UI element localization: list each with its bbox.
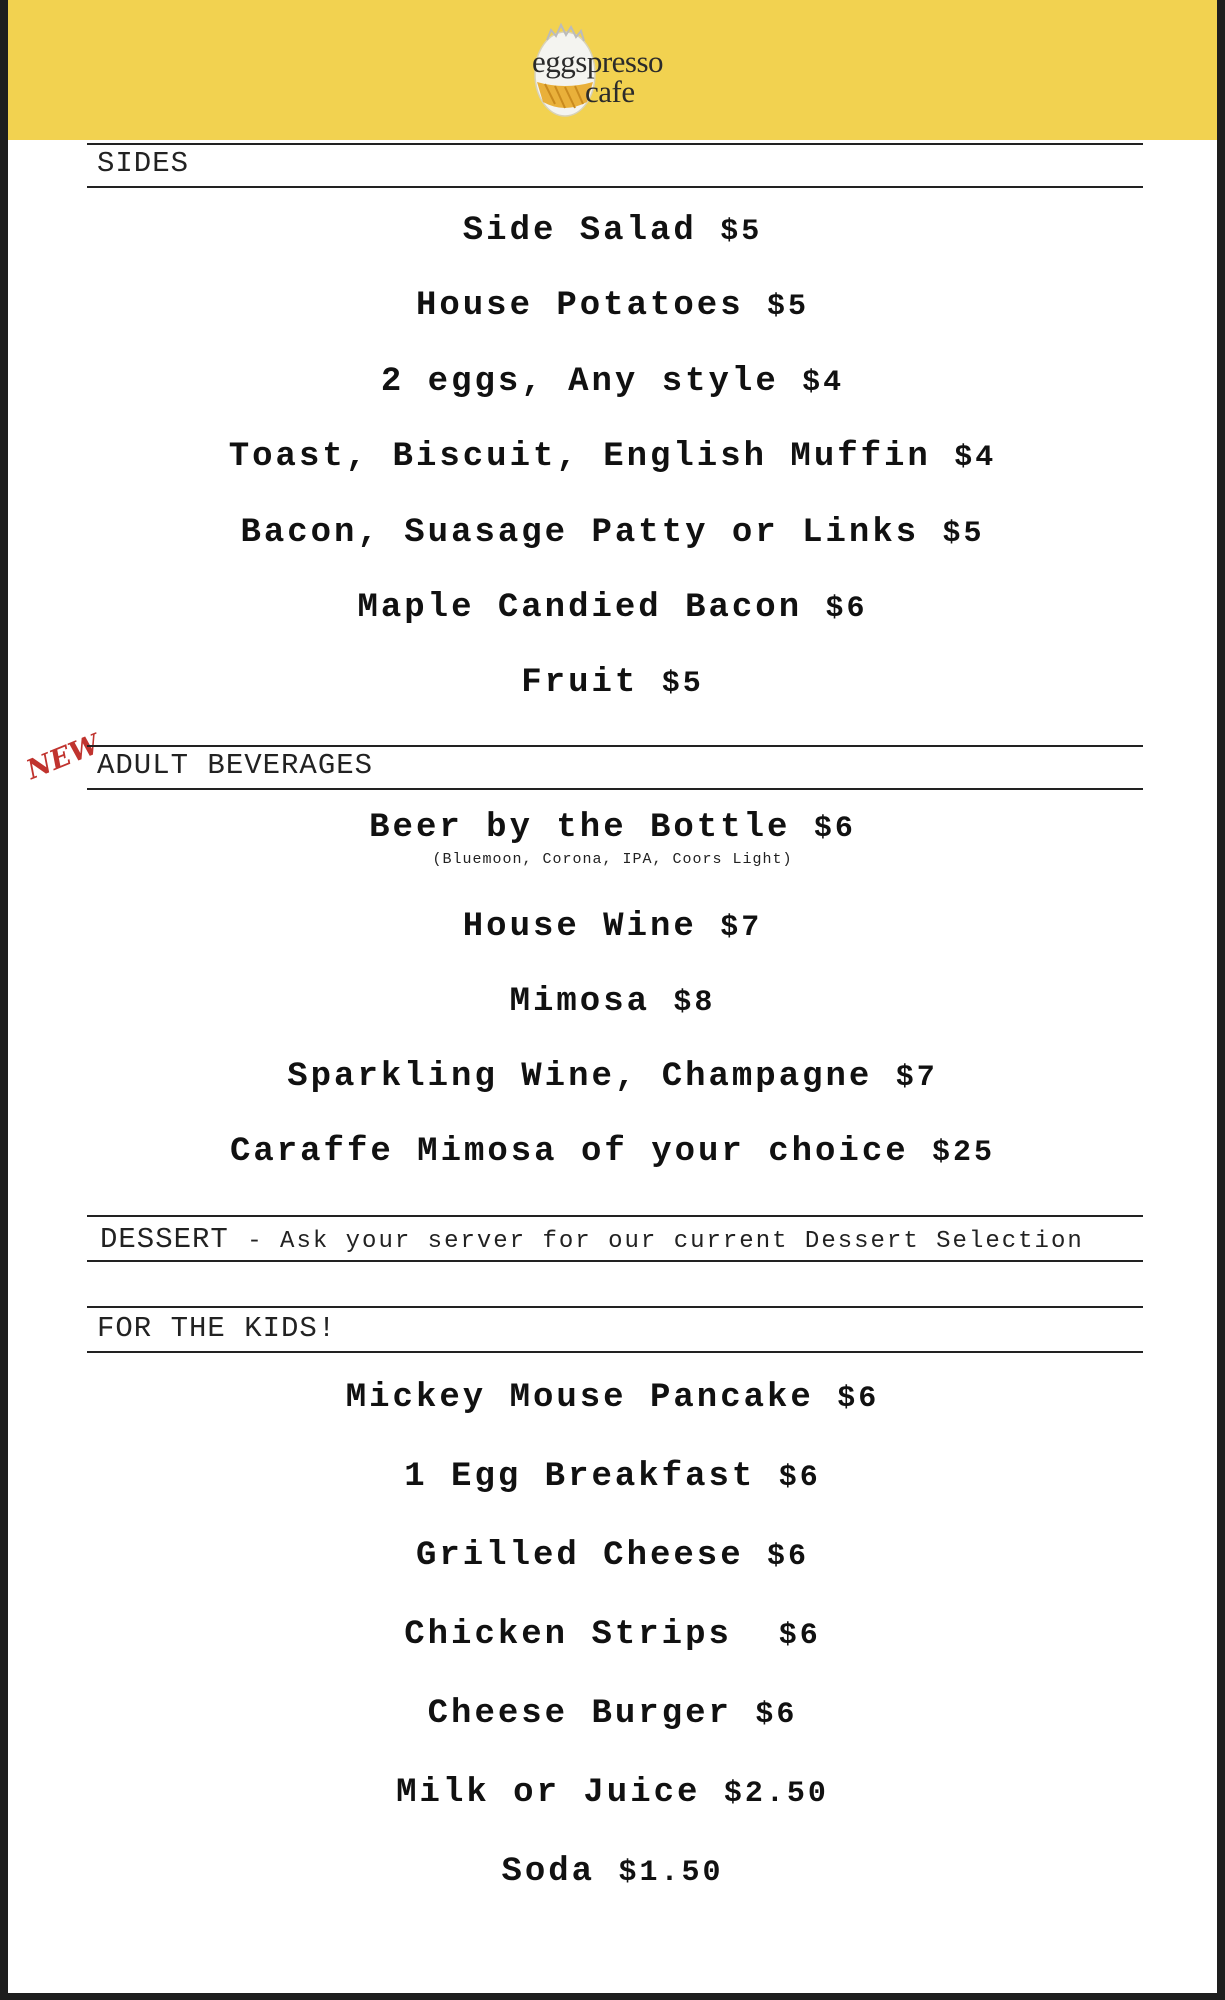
sides-heading: SIDES — [97, 147, 190, 180]
menu-item: 1 Egg Breakfast $6 — [404, 1458, 821, 1496]
adult-rule-bottom — [87, 788, 1143, 790]
menu-item: Toast, Biscuit, English Muffin $4 — [228, 438, 997, 476]
dessert-rule-top — [87, 1215, 1143, 1217]
new-badge: NEW — [22, 728, 105, 786]
menu-item: Sparkling Wine, Champagne $7 — [287, 1058, 938, 1096]
menu-item: Side Salad $5 — [462, 212, 763, 250]
menu-item: Milk or Juice $2.50 — [396, 1774, 829, 1812]
sides-rule-top — [87, 143, 1143, 145]
menu-item: House Wine $7 — [462, 908, 763, 946]
menu-item: Mickey Mouse Pancake $6 — [345, 1379, 880, 1417]
menu-page — [8, 0, 1217, 1993]
menu-item: Fruit $5 — [521, 664, 704, 702]
menu-item: Cheese Burger $6 — [427, 1695, 798, 1733]
sides-rule-bottom — [87, 186, 1143, 188]
logo-name: eggspresso — [532, 44, 664, 79]
cafe-logo — [525, 16, 715, 122]
kids-rule-bottom — [87, 1351, 1143, 1353]
menu-item: 2 eggs, Any style $4 — [380, 363, 845, 401]
dessert-heading: DESSERT - Ask your server for our current Dessert Selection — [100, 1223, 1084, 1256]
menu-item: Caraffe Mimosa of your choice $25 — [229, 1133, 996, 1171]
menu-item: Soda $1.50 — [501, 1853, 724, 1891]
header-banner — [8, 0, 1217, 140]
adult-beverages-heading: ADULT BEVERAGES — [97, 749, 374, 782]
logo-subname: cafe — [585, 74, 635, 109]
menu-item-note: (Bluemoon, Corona, IPA, Coors Light) — [432, 851, 793, 868]
menu-item: House Potatoes $5 — [415, 287, 810, 325]
kids-rule-top — [87, 1306, 1143, 1308]
menu-item: Chicken Strips $6 — [404, 1616, 821, 1654]
menu-item: Maple Candied Bacon $6 — [357, 589, 868, 627]
menu-item: Grilled Cheese $6 — [415, 1537, 810, 1575]
menu-item: Mimosa $8 — [509, 983, 716, 1021]
kids-heading: FOR THE KIDS! — [97, 1312, 337, 1345]
dessert-rule-bottom — [87, 1260, 1143, 1262]
dessert-note: - Ask your server for our current Dessert Selection — [247, 1228, 1084, 1255]
menu-item: Bacon, Suasage Patty or Links $5 — [240, 514, 985, 552]
menu-item: Beer by the Bottle $6 — [369, 809, 856, 847]
adult-rule-top — [87, 745, 1143, 747]
